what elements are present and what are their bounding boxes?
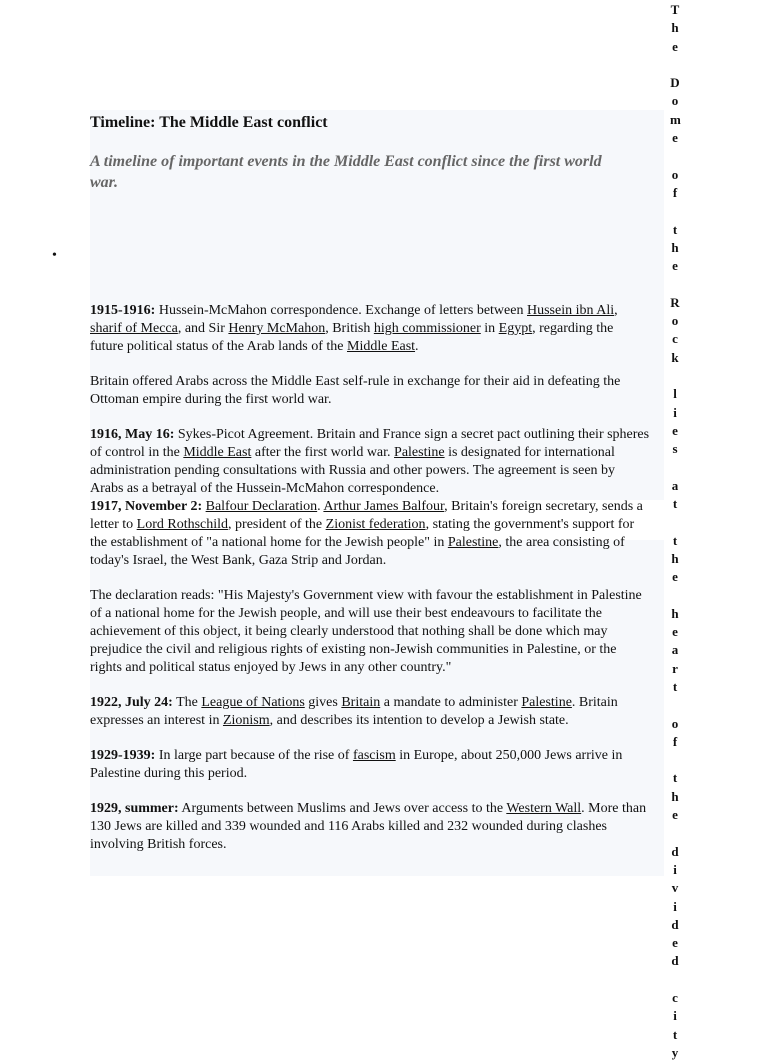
caption-char [670, 587, 680, 605]
caption-char [670, 751, 680, 769]
caption-char: f [672, 184, 678, 200]
caption-char [670, 458, 680, 476]
entry-link[interactable]: Zionism [222, 713, 270, 728]
caption-char [670, 367, 680, 385]
caption-char: e [672, 130, 678, 146]
timeline-entry [90, 747, 650, 783]
caption-char: d [671, 843, 679, 859]
caption-char: i [673, 404, 677, 420]
timeline-entry [90, 498, 650, 570]
caption-char [670, 824, 680, 842]
caption-char: e [672, 569, 678, 585]
entry-text: . [317, 499, 324, 514]
caption-char: i [673, 1008, 677, 1024]
entry-text: . [415, 339, 419, 354]
image-caption-vertical [670, 1, 680, 1062]
entry-link[interactable]: Egypt [498, 321, 533, 336]
entry-text: Arguments between Muslims and Jews over access to the [178, 801, 507, 816]
entry-date: 1929-1939: [90, 748, 156, 763]
caption-char: r [672, 660, 678, 676]
entry-link[interactable]: Palestine [394, 445, 445, 460]
caption-char: e [672, 935, 678, 951]
entry-text: The [172, 695, 202, 710]
entry-link[interactable]: Palestine [521, 695, 572, 710]
caption-char [670, 202, 680, 220]
entry-text: The declaration reads: "His Majesty's Government view with favour the establishment in Palestine of a national home for the Jewish people, and will use their best endeavours to facilitate the achievement of this object, it being clearly understood that nothing shall be done which may prejudice the civil and religious rights of existing non-Jewish communities in Palestine, or the rights and political status enjoyed by Jews in any other country." [90, 588, 642, 675]
entry-text: , Britain's foreign secretary, sends a letter to [90, 499, 643, 532]
caption-char: t [672, 1026, 678, 1042]
entry-text: , British [325, 321, 374, 336]
caption-char: c [672, 990, 678, 1006]
caption-char: o [671, 715, 679, 731]
article-subtitle: A timeline of important events in the Middle East conflict since the first world war. [90, 153, 602, 191]
timeline-entry [90, 302, 650, 356]
caption-char: T [670, 2, 680, 17]
entry-text: , stating the government's support for the establishment of "a national home for the Jewish people" in [90, 517, 635, 550]
entry-text: in Europe, about 250,000 Jews arrive in Palestine during this period. [90, 748, 623, 781]
entry-link[interactable]: high commissioner [373, 321, 481, 336]
entry-date: 1929, summer: [90, 801, 179, 816]
entry-text: , president of the [228, 517, 326, 532]
entry-text: , the area consisting of today's Israel, the West Bank, Gaza Strip and Jordan. [90, 535, 625, 568]
caption-char [670, 513, 680, 531]
timeline-body [90, 302, 650, 871]
caption-char: d [671, 953, 679, 969]
caption-char: t [672, 532, 678, 548]
entry-text: , regarding the future political status of the Arab lands of the [90, 321, 614, 354]
entry-date: 1922, July 24: [90, 695, 173, 710]
caption-char: D [670, 75, 680, 91]
caption-char: v [671, 880, 679, 896]
caption-char: h [671, 20, 679, 36]
entry-text: . More than 130 Jews are killed and 339 wounded and 116 Arabs killed and 232 wounded during clashes involving British forces. [90, 801, 647, 852]
caption-char: o [671, 93, 679, 109]
caption-char: k [671, 349, 679, 365]
entry-text: , and Sir [177, 321, 229, 336]
entry-date: 1916, May 16: [90, 427, 175, 442]
caption-char: h [671, 788, 679, 804]
entry-text: a mandate to administer [380, 695, 522, 710]
timeline-entry [90, 426, 650, 498]
caption-char: e [672, 807, 678, 823]
entry-link[interactable]: Lord Rothschild [136, 517, 229, 532]
entry-link[interactable]: Balfour Declaration [205, 499, 318, 514]
entry-link[interactable]: Henry McMahon [228, 321, 326, 336]
caption-char: h [671, 550, 679, 566]
caption-char: t [672, 496, 678, 512]
caption-char: e [672, 258, 678, 274]
entry-text: . Britain expresses an interest in [90, 695, 618, 728]
entry-link[interactable]: sharif of Mecca [90, 321, 178, 336]
entry-link[interactable]: Western Wall [506, 801, 582, 816]
entry-text: after the first world war. [251, 445, 395, 460]
entry-text: is designated for international administration pending consultations with Russia and other powers. The agreement is seen by Arabs as a betrayal of the Hussein-McMahon correspondence. [90, 445, 616, 496]
timeline-entry [90, 694, 650, 730]
article-title: Timeline: The Middle East conflict [90, 114, 328, 131]
caption-char [670, 147, 680, 165]
entry-text: , and describes its intention to develop a Jewish state. [269, 713, 569, 728]
caption-char [670, 971, 680, 989]
caption-char [670, 696, 680, 714]
entry-date: 1915-1916: [90, 303, 156, 318]
caption-char: y [671, 1044, 679, 1060]
entry-text: Sykes-Picot Agreement. Britain and France sign a secret pact outlining their spheres of control in the [90, 427, 650, 460]
caption-char: o [671, 166, 679, 182]
caption-char: a [671, 477, 679, 493]
caption-char: o [671, 313, 679, 329]
caption-char: e [672, 624, 678, 640]
caption-char: i [673, 861, 677, 877]
entry-link[interactable]: Middle East [183, 445, 252, 460]
entry-text: , [614, 303, 618, 318]
caption-char: h [671, 605, 679, 621]
caption-char: m [670, 111, 681, 127]
caption-char: e [672, 422, 678, 438]
entry-link[interactable]: Middle East [347, 339, 416, 354]
entry-link[interactable]: Britain [341, 695, 381, 710]
entry-link[interactable]: fascism [352, 748, 396, 763]
caption-char: i [673, 898, 677, 914]
timeline-entry [90, 587, 650, 677]
caption-char: e [672, 38, 678, 54]
entry-text: Britain offered Arabs across the Middle East self-rule in exchange for their aid in defeating the Ottoman empire during the first world war. [90, 374, 621, 407]
entry-link[interactable]: Palestine [447, 535, 499, 550]
entry-text: in [480, 321, 499, 336]
timeline-entry [90, 800, 650, 854]
caption-char [670, 56, 680, 74]
caption-char: t [672, 221, 678, 237]
entry-text: gives [304, 695, 342, 710]
entry-link[interactable]: Arthur James Balfour [323, 499, 445, 514]
timeline-entry [90, 373, 650, 409]
caption-char: f [672, 733, 678, 749]
caption-char: a [671, 642, 679, 658]
list-bullet: • [52, 248, 57, 263]
caption-char: s [672, 441, 678, 457]
caption-char: c [672, 331, 678, 347]
entry-link[interactable]: Zionist federation [325, 517, 426, 532]
caption-char: l [673, 386, 677, 402]
caption-char: t [672, 678, 678, 694]
entry-link[interactable]: League of Nations [201, 695, 305, 710]
caption-char: d [671, 916, 679, 932]
caption-char: t [672, 770, 678, 786]
entry-text: Hussein-McMahon correspondence. Exchange of letters between [155, 303, 527, 318]
entry-text: In large part because of the rise of [155, 748, 353, 763]
entry-link[interactable]: Hussein ibn Ali [526, 303, 615, 318]
caption-char: R [670, 294, 680, 310]
entry-date: 1917, November 2: [90, 499, 203, 514]
caption-char [670, 275, 680, 293]
caption-char: h [671, 239, 679, 255]
